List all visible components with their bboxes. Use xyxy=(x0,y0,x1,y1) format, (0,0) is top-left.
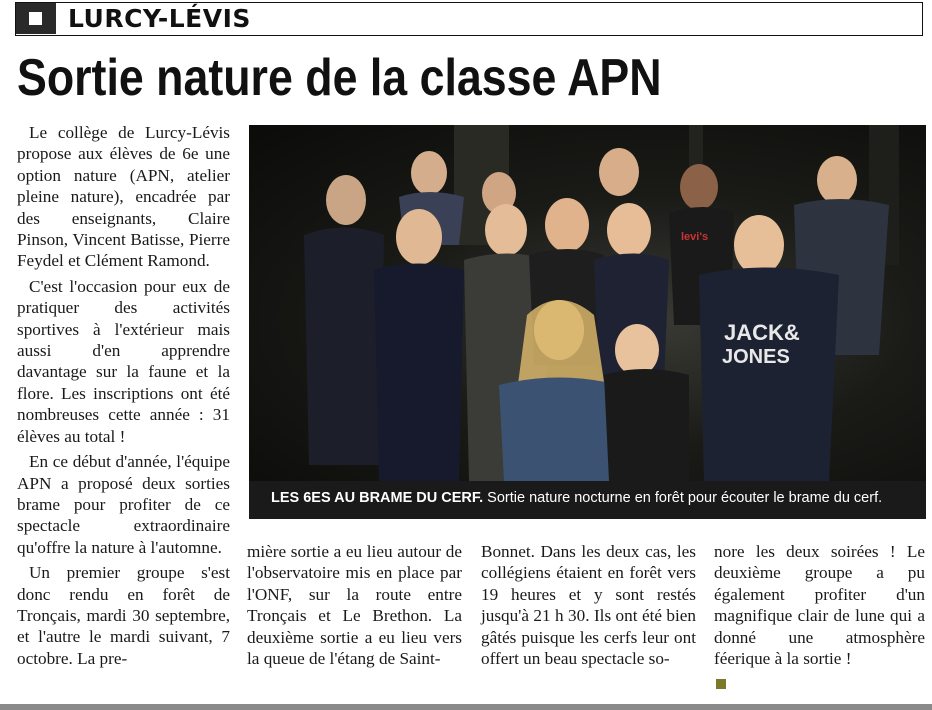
sweatshirt-logo-1: levi's xyxy=(681,231,709,243)
article-paragraph xyxy=(714,541,925,669)
caption-text: Sortie nature nocturne en forêt pour écouter le brame du cerf. xyxy=(483,490,883,506)
sweatshirt-logo-2: JACK& xyxy=(724,320,800,345)
end-of-article-icon xyxy=(716,679,726,689)
article-paragraph: mière sortie a eu lieu autour de l'observatoire mis en place par l'ONF, sur la route entre Tronçais et Le Brethon. La deuxième sortie a eu lieu vers la queue de l'étang de Saint- xyxy=(247,542,462,669)
bottom-rule xyxy=(0,704,932,710)
article-text: nore les deux soirées ! Le deuxième groupe a pu également profiter d'un magnifique clair de lune qui a donné une atmosphère féerique à la sortie ! xyxy=(714,542,925,669)
article-column-4 xyxy=(714,541,925,695)
sweatshirt-logo-3: JONES xyxy=(722,346,790,368)
article-column-2 xyxy=(247,541,462,673)
caption-title: LES 6ES AU BRAME DU CERF. xyxy=(271,490,484,506)
article-column-3 xyxy=(481,541,696,673)
section-square-icon xyxy=(16,3,56,34)
article-paragraph: Le collège de Lurcy-Lévis propose aux élèves de 6e une option nature (APN, atelier pleine nature), encadrée par des enseignants, Claire Pinson, Vincent Batisse, Pierre Feydel et Clément Ramond. xyxy=(17,123,230,271)
article-paragraph: Un premier groupe s'est donc rendu en forêt de Tronçais, mardi 30 septembre, et l'autre le mardi suivant, 7 octobre. La pre- xyxy=(17,563,230,668)
article-paragraph: En ce début d'année, l'équipe APN a proposé deux sorties brame pour profiter de ce spectacle extraordinaire qu'offre la nature à l'automne. xyxy=(17,452,230,557)
group-photo-illustration xyxy=(249,125,926,481)
photo-caption xyxy=(249,481,926,519)
article-paragraph: C'est l'occasion pour eux de pratiquer des activités sportives à l'extérieur mais aussi d'en apprendre davantage sur la faune et la flore. Les inscriptions ont été nombreuses cette année : 31 élèves au total ! xyxy=(17,276,230,446)
headline: Sortie nature de la classe APN xyxy=(17,49,662,107)
section-label: LURCY-LÉVIS xyxy=(68,4,251,33)
article-paragraph: Bonnet. Dans les deux cas, les collégiens étaient en forêt vers 19 heures et y sont restés jusqu'à 21 h 30. Ils ont été bien gâtés puisque les cerfs leur ont offert un beau spectacle so- xyxy=(481,542,696,669)
article-column-1 xyxy=(17,122,230,673)
group-photo xyxy=(249,125,926,481)
child-figures xyxy=(304,148,889,481)
section-header xyxy=(15,2,923,36)
